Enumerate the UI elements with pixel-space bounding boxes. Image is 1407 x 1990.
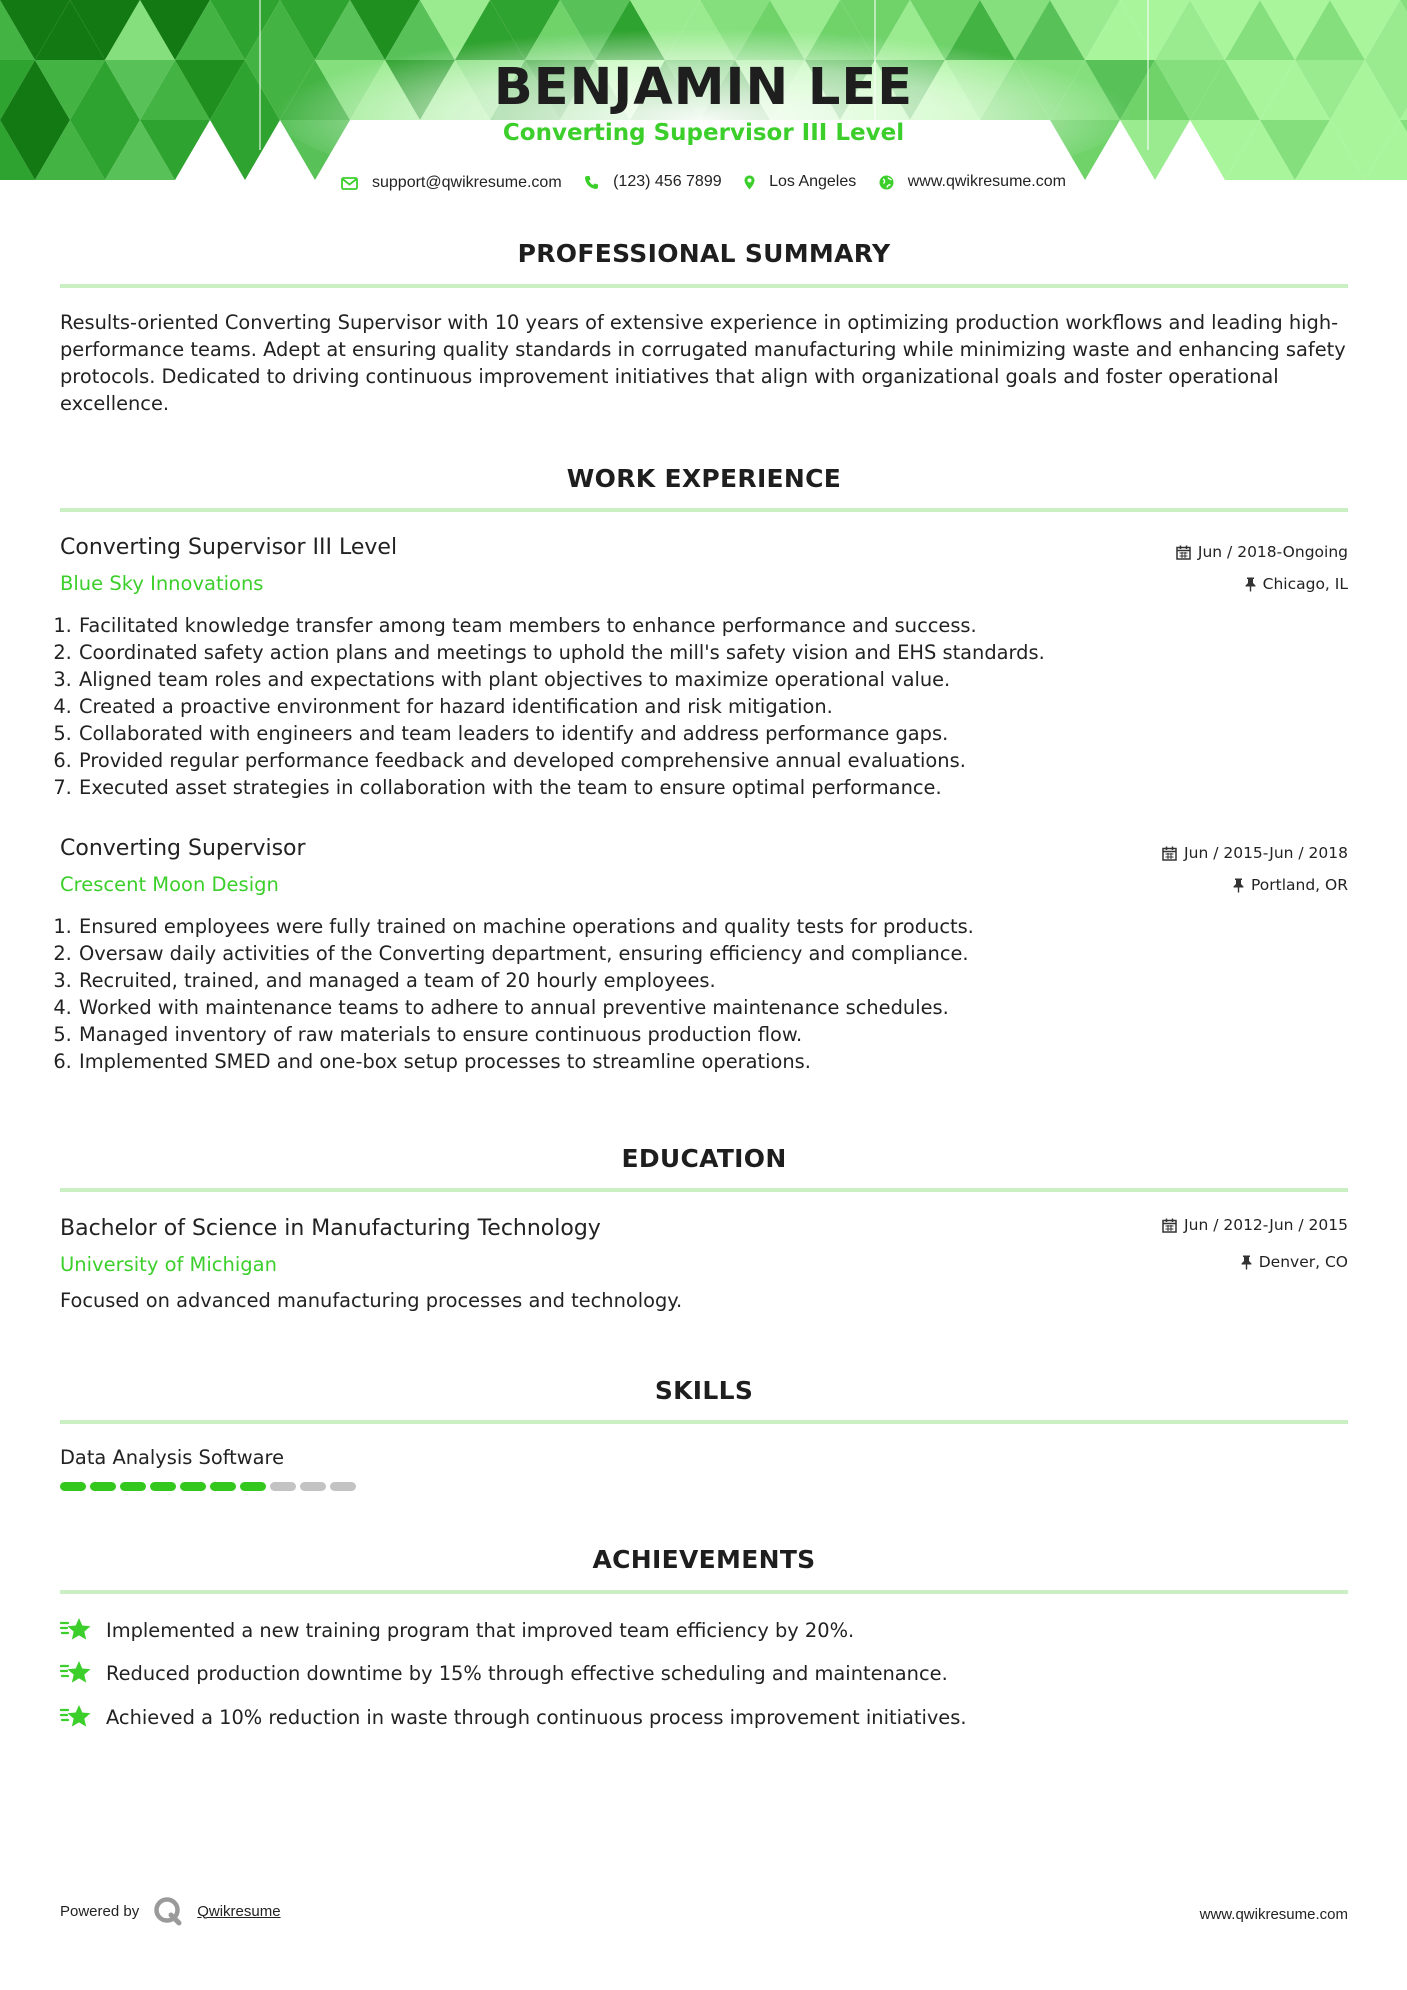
skill-segment-empty	[300, 1482, 326, 1491]
job-dates	[1176, 543, 1348, 561]
location-text: Chicago, IL	[1262, 575, 1348, 593]
job-title: Converting Supervisor	[60, 836, 306, 861]
skill-segment-filled	[120, 1482, 146, 1491]
qwikresume-logo-icon	[153, 1896, 183, 1926]
list-item: 3. Recruited, trained, and managed a team of 20 hourly employees.	[78, 967, 974, 994]
list-item: 3. Aligned team roles and expectations with plant objectives to maximize operational value.	[78, 666, 1045, 693]
achievement-item	[60, 1616, 854, 1644]
achievement-text: Reduced production downtime by 15% through effective scheduling and maintenance.	[106, 1661, 948, 1685]
calendar-icon	[1162, 846, 1177, 861]
job-location	[1233, 876, 1348, 894]
achievement-item	[60, 1659, 948, 1687]
education-dates	[1162, 1216, 1348, 1234]
section-divider	[60, 284, 1348, 288]
section-title-summary: PROFESSIONAL SUMMARY	[517, 239, 891, 268]
section-divider	[60, 508, 1348, 512]
skill-segment-filled	[210, 1482, 236, 1491]
footer-website[interactable]: www.qwikresume.com	[1199, 1906, 1348, 1923]
job-responsibilities	[53, 612, 1045, 801]
list-item: 7. Executed asset strategies in collaboration with the team to ensure optimal performance.	[78, 774, 1045, 801]
section-title-education: EDUCATION	[621, 1144, 787, 1173]
skill-segment-filled	[240, 1482, 266, 1491]
job-location	[1245, 575, 1348, 593]
skill-segment-empty	[270, 1482, 296, 1491]
company-name: Crescent Moon Design	[60, 873, 279, 896]
pushpin-icon	[1241, 1255, 1252, 1270]
skill-name: Data Analysis Software	[60, 1446, 284, 1469]
section-title-skills: SKILLS	[654, 1376, 754, 1405]
qwikresume-link[interactable]: Qwikresume	[197, 1902, 281, 1920]
list-item: 4. Worked with maintenance teams to adhere to annual preventive maintenance schedules.	[78, 994, 974, 1021]
pushpin-icon	[1245, 577, 1256, 592]
list-item: 6. Implemented SMED and one-box setup processes to streamline operations.	[78, 1048, 974, 1075]
dates-text: Jun / 2012-Jun / 2015	[1184, 1216, 1348, 1234]
contact-phone[interactable]	[584, 173, 722, 191]
list-item: 2. Coordinated safety action plans and meetings to uphold the mill's safety vision and EHS standards.	[78, 639, 1045, 666]
achievement-text: Implemented a new training program that improved team efficiency by 20%.	[106, 1618, 855, 1642]
achievement-text: Achieved a 10% reduction in waste through continuous process improvement initiatives.	[106, 1705, 967, 1729]
skill-segment-filled	[90, 1482, 116, 1491]
list-item: 5. Collaborated with engineers and team leaders to identify and address performance gaps.	[78, 720, 1045, 747]
section-title-experience: WORK EXPERIENCE	[566, 464, 842, 493]
list-item: 1. Ensured employees were fully trained on machine operations and quality tests for products.	[78, 913, 974, 940]
section-title-achievements: ACHIEVEMENTS	[592, 1545, 816, 1574]
summary-text: Results-oriented Converting Supervisor with 10 years of extensive experience in optimizing production workflows and leading high-performance teams. Adept at ensuring quality standards in corrugated manufacturing while minimizing waste and enhancing safety protocols. Dedicated to driving continuous improvement initiatives that align with organizational goals and foster operational excellence.	[60, 311, 1346, 415]
star-icon	[60, 1703, 92, 1731]
star-icon	[60, 1616, 92, 1644]
education-description: Focused on advanced manufacturing processes and technology.	[60, 1289, 683, 1312]
education-location	[1241, 1253, 1348, 1271]
achievement-item	[60, 1703, 967, 1731]
skill-level-bar	[60, 1482, 356, 1491]
map-pin-icon	[744, 175, 755, 190]
skill-segment-filled	[180, 1482, 206, 1491]
location-text: Denver, CO	[1258, 1253, 1348, 1271]
degree-title: Bachelor of Science in Manufacturing Technology	[60, 1216, 601, 1241]
phone-icon	[584, 175, 599, 190]
globe-icon	[879, 175, 894, 190]
school-name: University of Michigan	[60, 1253, 277, 1276]
dates-text: Jun / 2015-Jun / 2018	[1184, 844, 1348, 862]
job-responsibilities	[53, 913, 974, 1075]
list-item: 5. Managed inventory of raw materials to ensure continuous production flow.	[78, 1021, 974, 1048]
job-dates	[1162, 844, 1348, 862]
section-divider	[60, 1420, 1348, 1424]
phone-text: (123) 456 7899	[613, 173, 722, 190]
skill-segment-empty	[330, 1482, 356, 1491]
dates-text: Jun / 2018-Ongoing	[1197, 543, 1348, 561]
website-text: www.qwikresume.com	[907, 173, 1066, 190]
powered-by-label: Powered by	[60, 1902, 140, 1920]
candidate-name: BENJAMIN LEE	[493, 58, 914, 117]
contact-email[interactable]	[341, 174, 562, 192]
calendar-icon	[1162, 1218, 1177, 1233]
email-text: support@qwikresume.com	[372, 174, 562, 191]
contact-website[interactable]	[879, 173, 1066, 191]
list-item: 2. Oversaw daily activities of the Converting department, ensuring efficiency and compliance.	[78, 940, 974, 967]
company-name: Blue Sky Innovations	[60, 572, 264, 595]
section-divider	[60, 1590, 1348, 1594]
list-item: 1. Facilitated knowledge transfer among team members to enhance performance and success.	[78, 612, 1045, 639]
list-item: 4. Created a proactive environment for hazard identification and risk mitigation.	[78, 693, 1045, 720]
location-text: Portland, OR	[1250, 876, 1348, 894]
location-text: Los Angeles	[769, 173, 857, 190]
calendar-icon	[1176, 545, 1191, 560]
star-icon	[60, 1659, 92, 1687]
candidate-role: Converting Supervisor III Level	[502, 120, 905, 146]
contact-bar	[0, 173, 1407, 195]
contact-location	[744, 173, 856, 191]
envelope-icon	[341, 177, 358, 190]
skill-segment-filled	[150, 1482, 176, 1491]
pushpin-icon	[1233, 878, 1244, 893]
job-title: Converting Supervisor III Level	[60, 535, 398, 560]
skill-segment-filled	[60, 1482, 86, 1491]
footer-powered-by	[60, 1896, 281, 1926]
section-divider	[60, 1188, 1348, 1192]
list-item: 6. Provided regular performance feedback and developed comprehensive annual evaluations.	[78, 747, 1045, 774]
